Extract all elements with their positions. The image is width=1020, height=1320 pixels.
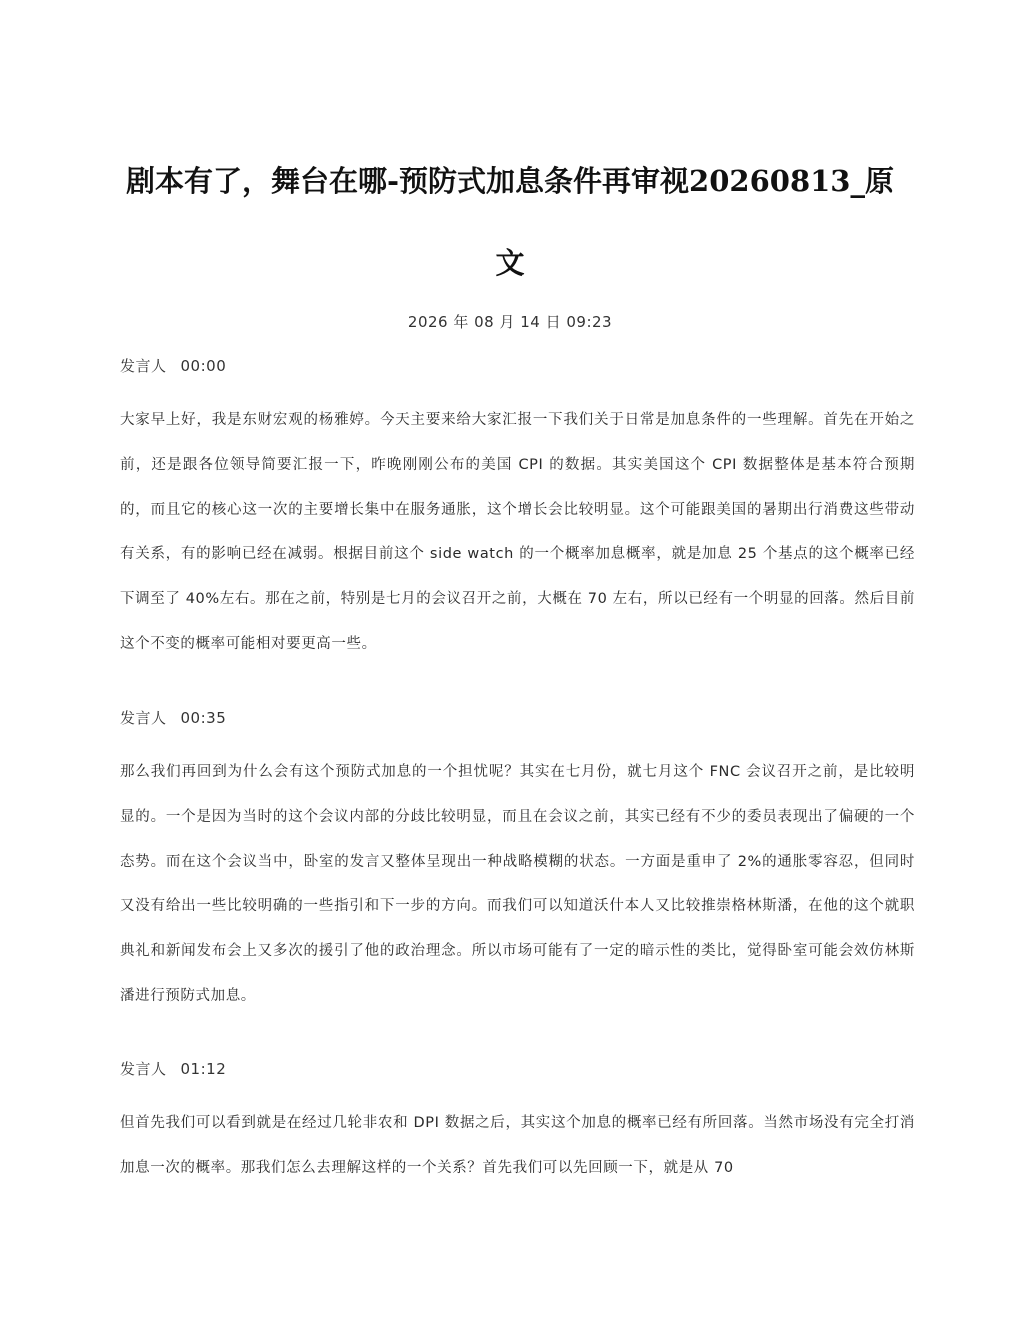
- document-date: 2026 年 08 月 14 日 09:23: [407, 313, 613, 331]
- transcript-paragraph: 那么我们再回到为什么会有这个预防式加息的一个担忧呢？其实在七月份，就七月这个 FNC 会议召开之前，是比较明显的。一个是因为当时的这个会议内部的分歧比较明显，而且在会议之前，其实已经有不少的委员表现出了偏硬的一个态势。而在这个会议当中，卧室的发言又整体呈现出一种战略模糊的状态。一方面是重申了 2%的通胀零容忍，但同时又没有给出一些比较明确的一些指引和下一步的方向。而我们可以知道沃什本人又比较推崇格林斯潘，在他的这个就职典礼和新闻发布会上又多次的援引了他的政治理念。所以市场可能有了一定的暗示性的类比，觉得卧室可能会效仿林斯潘进行预防式加息。: [120, 764, 915, 1004]
- document-title: 剧本有了，舞台在哪-预防式加息条件再审视20260813_原文: [126, 164, 894, 280]
- speaker-header: [120, 706, 915, 730]
- transcript-segment: [120, 706, 915, 1019]
- speaker-name: 发言人: [120, 357, 167, 375]
- speaker-header: [120, 354, 915, 378]
- speaker-name: 发言人: [120, 709, 167, 727]
- speaker-header: [120, 1057, 915, 1081]
- speaker-name: 发言人: [120, 1060, 167, 1078]
- timestamp: 00:00: [180, 357, 227, 375]
- transcript-segment: [120, 354, 915, 667]
- transcript-paragraph: 但首先我们可以看到就是在经过几轮非农和 DPI 数据之后，其实这个加息的概率已经有所回落。当然市场没有完全打消加息一次的概率。那我们怎么去理解这样的一个关系？首先我们可以先回顾一下，就是从 70: [120, 1115, 915, 1176]
- transcript-paragraph: 大家早上好，我是东财宏观的杨雅婷。今天主要来给大家汇报一下我们关于日常是加息条件的一些理解。首先在开始之前，还是跟各位领导简要汇报一下，昨晚刚刚公布的美国 CPI 的数据。其实美国这个 CPI 数据整体是基本符合预期的，而且它的核心这一次的主要增长集中在服务通胀，这个增长会比较明显。这个可能跟美国的暑期出行消费这些带动有关系，有的影响已经在减弱。根据目前这个 side watch 的一个概率加息概率，就是加息 25 个基点的这个概率已经下调至了 40%左右。那在之前，特别是七月的会议召开之前，大概在 70 左右，所以已经有一个明显的回落。然后目前这个不变的概率可能相对要更高一些。: [120, 412, 915, 652]
- transcript-segment: [120, 1057, 915, 1191]
- timestamp: 01:12: [180, 1060, 227, 1078]
- timestamp: 00:35: [180, 709, 227, 727]
